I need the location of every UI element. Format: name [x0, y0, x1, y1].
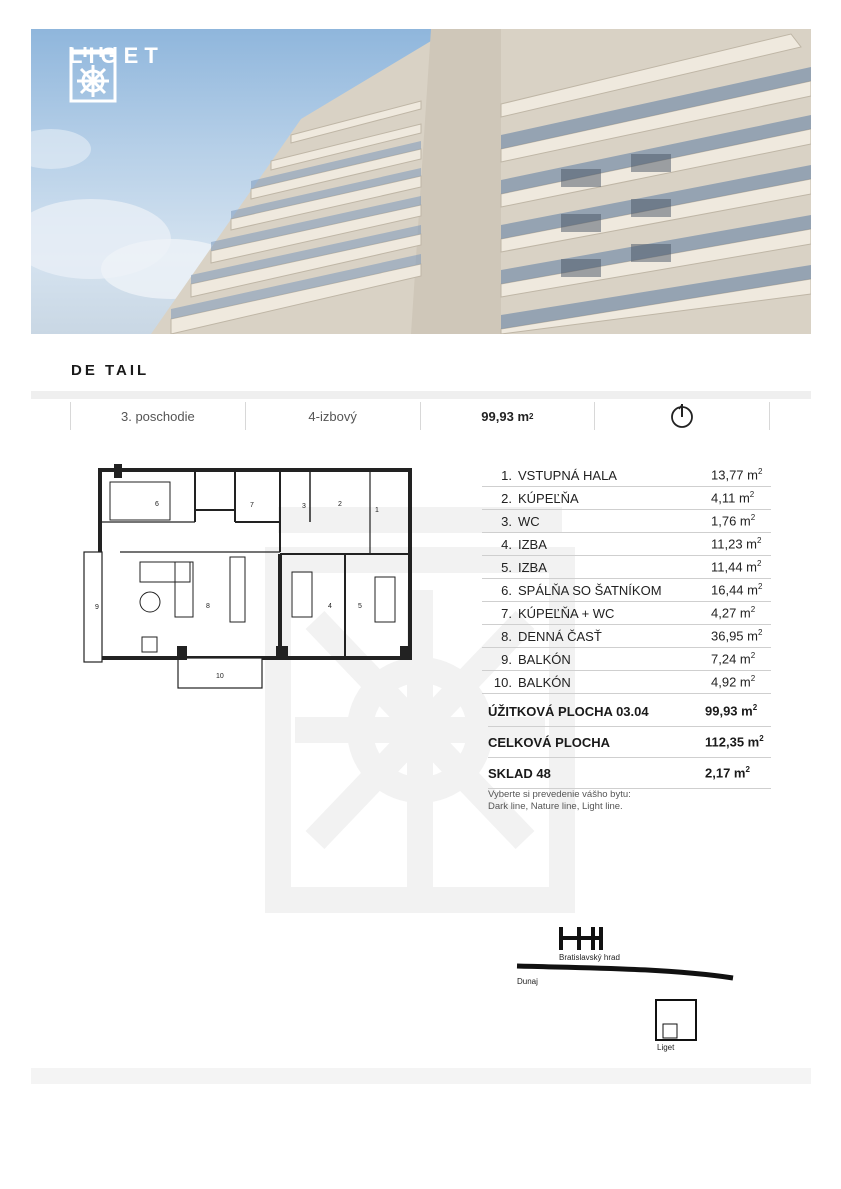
room-row [482, 556, 771, 579]
total-value [705, 703, 771, 718]
room-number: 10. [493, 674, 512, 690]
room-number: 5. [501, 559, 512, 575]
room-area-value: 1,76 m [711, 513, 751, 529]
room-name: IZBA [518, 559, 547, 575]
total-row [488, 727, 771, 758]
total-value [705, 734, 771, 749]
totals-table [488, 696, 771, 789]
room-area [711, 536, 771, 551]
floorplan [80, 462, 420, 692]
total-value-number: 99,93 m [705, 703, 753, 719]
room-area-sup: 2 [749, 490, 755, 500]
total-label: CELKOVÁ PLOCHA [488, 734, 611, 750]
room-area-value: 11,44 m [711, 559, 758, 575]
room-area-value: 11,23 m [711, 536, 758, 552]
floor-info [70, 402, 245, 430]
room-label-5: 5 [358, 603, 362, 610]
river-line [517, 966, 733, 978]
room-row [482, 533, 771, 556]
orientation-info [594, 402, 770, 430]
room-area-sup: 2 [757, 582, 763, 592]
room-area-value: 4,11 m [711, 490, 750, 506]
liget-logo-icon [69, 43, 117, 103]
room-area-sup: 2 [750, 674, 756, 684]
total-row [488, 696, 771, 727]
room-area-sup: 2 [757, 467, 763, 477]
info-row [70, 402, 770, 430]
room-area-value: 7,24 m [711, 651, 751, 667]
room-row [482, 510, 771, 533]
castle-label: Bratislavský hrad [559, 953, 620, 962]
room-label-10: 10 [216, 673, 224, 680]
room-area-sup: 2 [750, 605, 756, 615]
room-area-value: 16,44 m [711, 582, 758, 598]
total-label: ÚŽITKOVÁ PLOCHA 03.04 [488, 703, 649, 719]
room-area [711, 674, 771, 689]
compass-north-icon [670, 403, 694, 429]
room-number: 2. [501, 490, 512, 506]
room-label-2: 2 [338, 501, 342, 508]
room-number: 3. [501, 513, 512, 529]
room-name: WC [518, 513, 540, 529]
finish-note-line2: Dark line, Nature line, Light line. [488, 801, 623, 812]
room-area-value: 4,27 m [711, 605, 751, 621]
room-name: BALKÓN [518, 674, 571, 690]
room-area [711, 513, 771, 528]
room-area [711, 559, 771, 574]
room-area [711, 605, 771, 620]
room-name: KÚPEĽŇA [518, 490, 579, 506]
room-number: 4. [501, 536, 512, 552]
room-number: 9. [501, 651, 512, 667]
rooms-info [245, 402, 420, 430]
room-area-value: 13,77 m [711, 467, 758, 483]
rooms-table [482, 464, 771, 694]
room-row [482, 648, 771, 671]
brand [69, 43, 164, 69]
room-name: BALKÓN [518, 651, 571, 667]
room-row [482, 579, 771, 602]
total-label: SKLAD 48 [488, 765, 551, 781]
river-label: Dunaj [517, 977, 538, 986]
total-row [488, 758, 771, 789]
room-label-7: 7 [250, 502, 254, 509]
total-value-number: 112,35 m [705, 734, 760, 750]
total-value-sup: 2 [745, 765, 750, 775]
hero-image [31, 29, 811, 334]
room-label-4: 4 [328, 603, 332, 610]
section-title: DE TAIL [71, 362, 150, 379]
area-text: 99,93 m [481, 408, 529, 424]
footer-band [31, 1068, 811, 1084]
room-row [482, 464, 771, 487]
room-area [711, 651, 771, 666]
castle-icon [561, 927, 601, 950]
room-row [482, 602, 771, 625]
room-label-9: 9 [95, 604, 99, 611]
finish-note [488, 789, 748, 813]
room-name: KÚPEĽŇA + WC [518, 605, 615, 621]
brand-name: LIGET [69, 43, 164, 68]
total-value-sup: 2 [752, 703, 758, 713]
room-label-1: 1 [375, 507, 379, 514]
room-label-6: 6 [155, 501, 159, 508]
room-area [711, 628, 771, 643]
site-label: Liget [657, 1043, 675, 1052]
room-area-sup: 2 [757, 536, 762, 546]
room-area-sup: 2 [750, 651, 756, 661]
room-area-sup: 2 [750, 513, 756, 523]
room-name: SPÁLŇA SO ŠATNÍKOM [518, 582, 662, 598]
room-area-value: 36,95 m [711, 628, 758, 644]
room-number: 8. [501, 628, 512, 644]
total-value [705, 765, 771, 780]
rooms-text: 4-izbový [308, 408, 357, 424]
room-area [711, 490, 771, 505]
room-number: 1. [501, 467, 512, 483]
room-label-3: 3 [302, 503, 306, 510]
room-row [482, 625, 771, 648]
room-area-sup: 2 [757, 628, 763, 638]
floor-text: 3. poschodie [121, 408, 195, 424]
location-map [505, 920, 745, 1060]
building-facade-illustration [31, 29, 811, 334]
room-label-8: 8 [206, 603, 210, 610]
room-area [711, 582, 771, 597]
area-info [420, 402, 595, 430]
site-marker-icon [656, 1000, 696, 1040]
room-area [711, 467, 771, 482]
total-value-number: 2,17 m [705, 765, 746, 781]
room-name: DENNÁ ČASŤ [518, 628, 602, 644]
room-number: 6. [501, 582, 512, 598]
room-name: IZBA [518, 536, 547, 552]
room-area-sup: 2 [757, 559, 762, 569]
finish-note-line1: Vyberte si prevedenie vášho bytu: [488, 789, 631, 800]
total-value-sup: 2 [759, 734, 764, 744]
area-unit-sup: 2 [529, 411, 534, 421]
room-row [482, 487, 771, 510]
room-row [482, 671, 771, 694]
room-name: VSTUPNÁ HALA [518, 467, 617, 483]
divider-band [31, 391, 811, 399]
room-area-value: 4,92 m [711, 674, 751, 690]
room-number: 7. [501, 605, 512, 621]
